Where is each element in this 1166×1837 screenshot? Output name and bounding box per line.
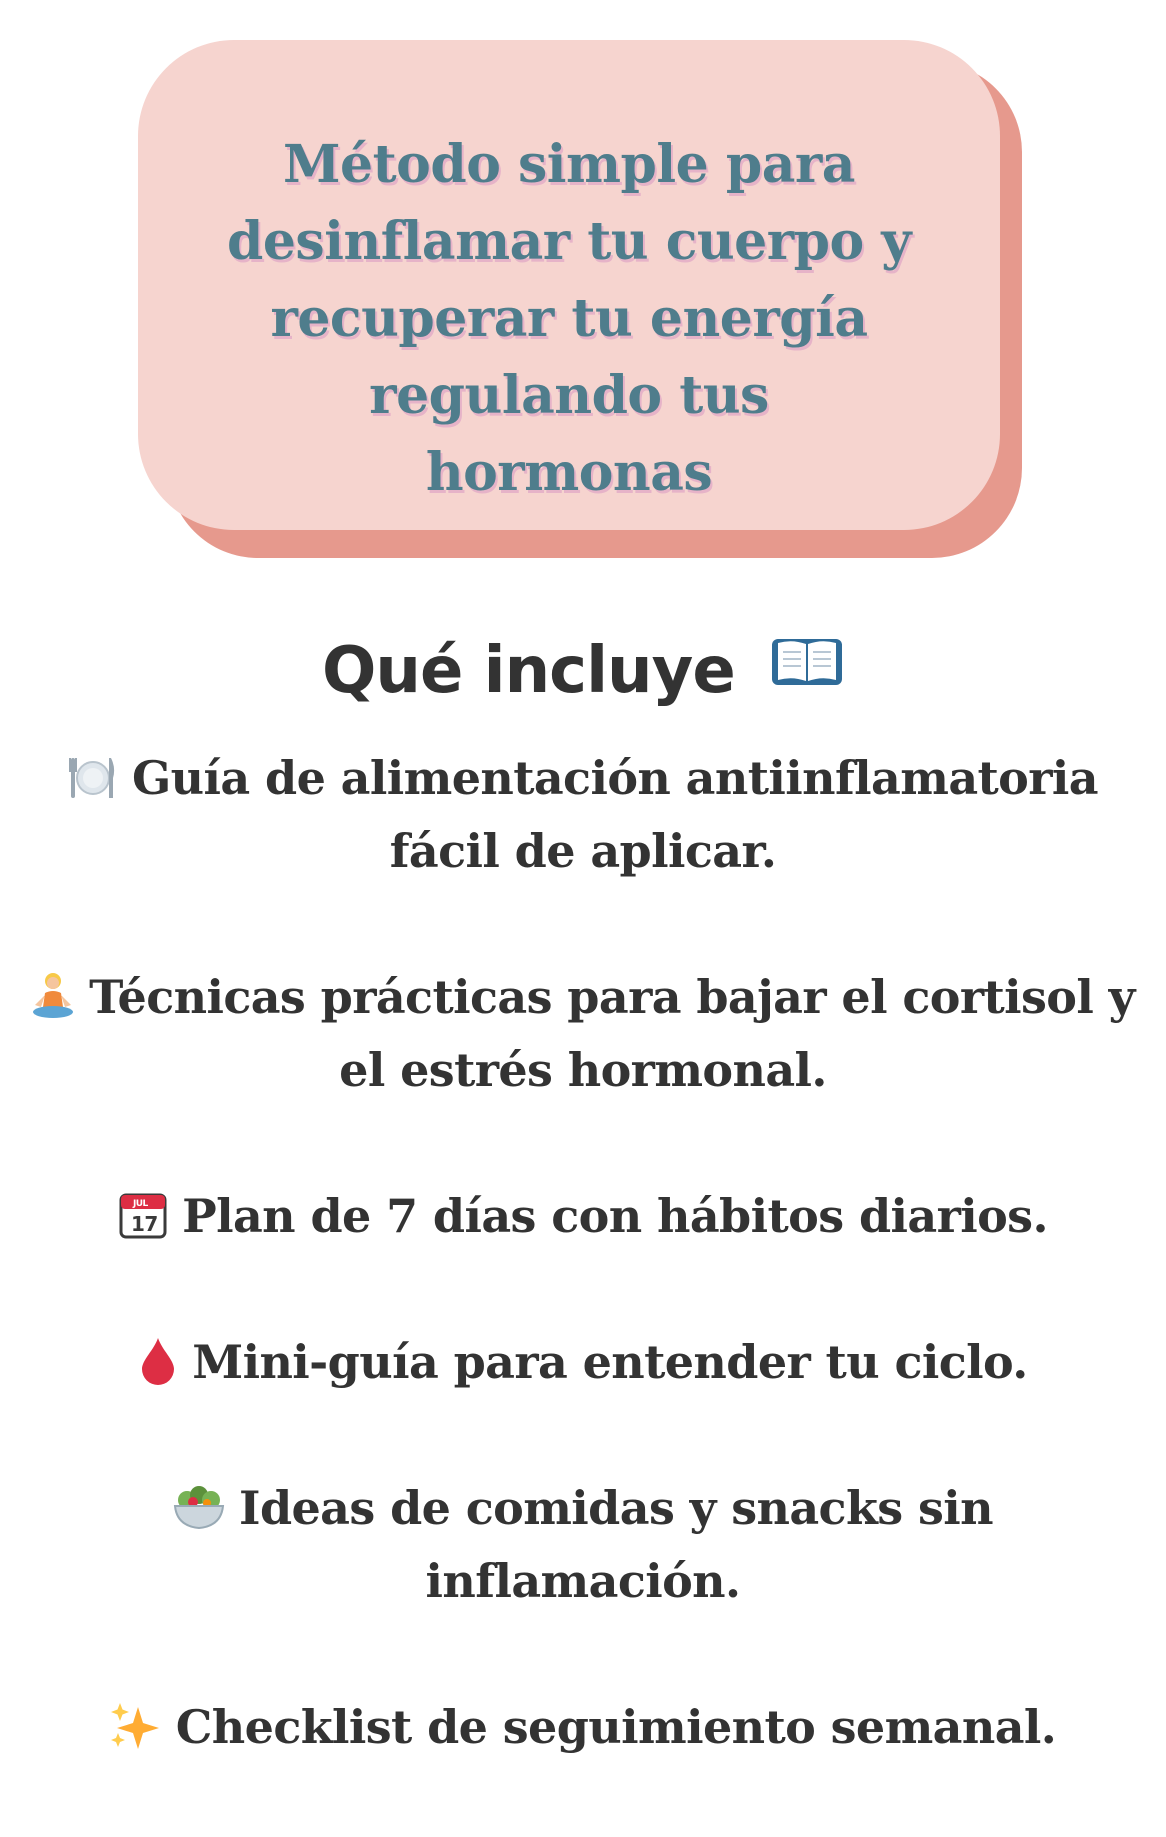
list-item bbox=[13, 1472, 1153, 1618]
list-item bbox=[53, 1326, 1113, 1399]
list-item-text: Plan de 7 días con hábitos diarios. bbox=[182, 1189, 1048, 1243]
list-item-text: Técnicas prácticas para bajar el cortisol y el estrés hormonal. bbox=[89, 970, 1135, 1097]
section-heading bbox=[0, 626, 1166, 716]
list-item-text: Mini-guía para entender tu ciclo. bbox=[192, 1335, 1028, 1389]
list-item bbox=[53, 1691, 1113, 1764]
list-item bbox=[53, 1180, 1113, 1253]
list-item bbox=[53, 742, 1113, 888]
plate-cutlery-icon bbox=[68, 752, 118, 802]
open-book-icon bbox=[770, 623, 844, 713]
svg-text:JUL: JUL bbox=[133, 1199, 148, 1209]
salad-bowl-icon bbox=[173, 1484, 225, 1530]
svg-text:17: 17 bbox=[131, 1212, 158, 1236]
card-title: Método simple para desinflamar tu cuerpo y recuperar tu energía regulando tus hormonas bbox=[226, 134, 912, 503]
drop-of-blood-icon bbox=[138, 1336, 178, 1386]
meditation-person-icon bbox=[31, 971, 75, 1021]
section-heading-text: Qué incluye bbox=[322, 634, 735, 708]
sparkles-icon bbox=[110, 1701, 162, 1751]
list-item-text: Guía de alimentación antiinflamatoria fácil de aplicar. bbox=[132, 751, 1098, 878]
calendar-icon bbox=[118, 1190, 168, 1240]
title-card bbox=[138, 40, 1000, 530]
list-item bbox=[13, 961, 1153, 1107]
list-item-text: Ideas de comidas y snacks sin inflamación. bbox=[239, 1481, 993, 1608]
features-list bbox=[0, 742, 1166, 1837]
list-item-text: Checklist de seguimiento semanal. bbox=[175, 1700, 1057, 1754]
